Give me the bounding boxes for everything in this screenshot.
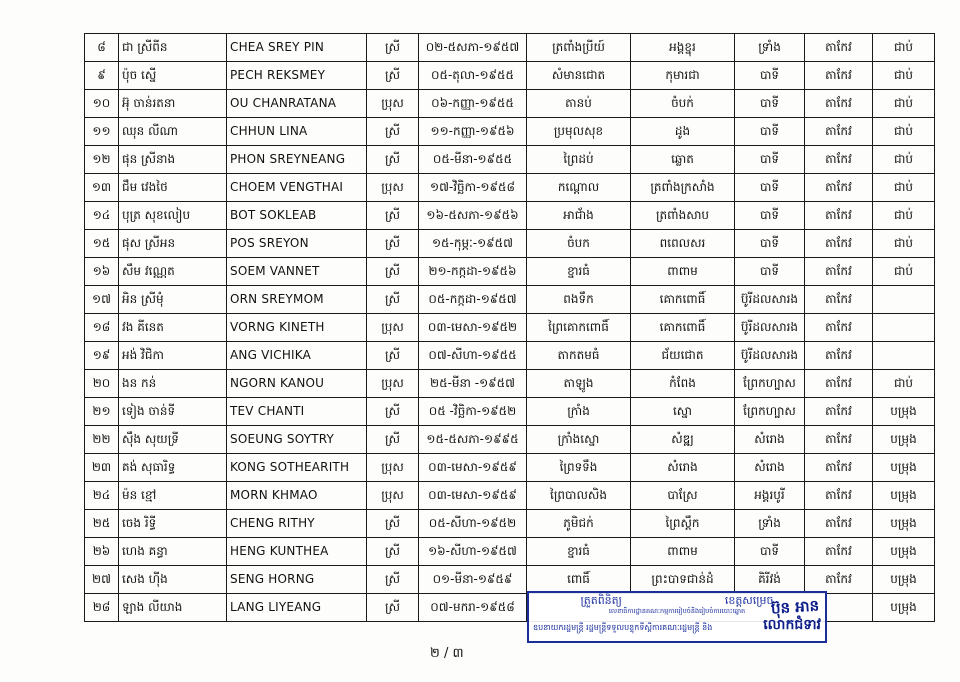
cell-sex: ប្រុស — [367, 482, 419, 510]
table-row — [85, 62, 935, 90]
cell-commune: ព្រៃស្តឹក — [631, 510, 735, 538]
cell-note: បម្រុង — [873, 538, 935, 566]
cell-district: ប៊ូរីដលសារង — [735, 286, 805, 314]
cell-sex: ស្រី — [367, 230, 419, 258]
table-row — [85, 34, 935, 62]
cell-sex: ស្រី — [367, 594, 419, 622]
cell-sex: ស្រី — [367, 258, 419, 286]
cell-sex: ស្រី — [367, 398, 419, 426]
cell-province: តាកែវ — [805, 258, 873, 286]
cell-name-latin: SENG HORNG — [227, 566, 367, 594]
table-row — [85, 258, 935, 286]
cell-commune: ត្រពាំងក្រសាំង — [631, 174, 735, 202]
cell-no: ២៣ — [85, 454, 119, 482]
cell-province: តាកែវ — [805, 314, 873, 342]
cell-dob: ១៦-៥សភា-១៩៥៦ — [419, 202, 527, 230]
cell-district: បាទី — [735, 146, 805, 174]
cell-dob: ០៣-មេសា-១៩៥៩ — [419, 454, 527, 482]
cell-note: ជាប់ — [873, 118, 935, 146]
cell-name-latin: CHHUN LINA — [227, 118, 367, 146]
cell-district: បាទី — [735, 202, 805, 230]
cell-no: ១៩ — [85, 342, 119, 370]
cell-dob: ១៥-៥សភា-១៩៩៥ — [419, 426, 527, 454]
cell-commune: ពពេលសរ — [631, 230, 735, 258]
cell-village: ចំបក — [527, 230, 631, 258]
cell-no: ២៧ — [85, 566, 119, 594]
cell-sex: ស្រី — [367, 426, 419, 454]
cell-commune: បាស្រែ — [631, 482, 735, 510]
cell-sex: ស្រី — [367, 202, 419, 230]
cell-village: ខ្នារធំ — [527, 538, 631, 566]
table-row — [85, 510, 935, 538]
cell-dob: ០៥-មីនា-១៩៥៥ — [419, 146, 527, 174]
cell-name-khmer: ចេង រិទ្ធី — [119, 510, 227, 538]
cell-no: ៨ — [85, 34, 119, 62]
cell-name-khmer: វង គីនេត — [119, 314, 227, 342]
cell-dob: ០៧-សីហា-១៩៥៥ — [419, 342, 527, 370]
cell-no: ១៥ — [85, 230, 119, 258]
table-row — [85, 230, 935, 258]
cell-note: ជាប់ — [873, 90, 935, 118]
cell-village: ព្រៃទទឹង — [527, 454, 631, 482]
cell-note: បម្រុង — [873, 426, 935, 454]
cell-commune: កំពែង — [631, 370, 735, 398]
cell-district: បាទី — [735, 538, 805, 566]
cell-sex: ប្រុស — [367, 370, 419, 398]
cell-name-khmer: អង់ វិជិកា — [119, 342, 227, 370]
stamp-footer-text: ឧបនាយករដ្ឋមន្ត្រី រដ្ឋមន្ត្រីទទួលបន្ទុកទីស្តីការគណៈរដ្ឋមន្ត្រី និង — [533, 623, 713, 633]
table-row — [85, 538, 935, 566]
cell-province: តាកែវ — [805, 370, 873, 398]
table-row — [85, 566, 935, 594]
cell-province: តាកែវ — [805, 146, 873, 174]
cell-village: ព្រៃគោកពោធិ៍ — [527, 314, 631, 342]
cell-no: ១២ — [85, 146, 119, 174]
cell-district: អង្គរបូរី — [735, 482, 805, 510]
cell-no: ២២ — [85, 426, 119, 454]
cell-no: ១៤ — [85, 202, 119, 230]
cell-name-khmer: ម៉ន ខ្មៅ — [119, 482, 227, 510]
cell-name-latin: MORN KHMAO — [227, 482, 367, 510]
cell-note — [873, 314, 935, 342]
cell-no: ១០ — [85, 90, 119, 118]
cell-name-latin: POS SREYON — [227, 230, 367, 258]
cell-note — [873, 286, 935, 314]
cell-name-khmer: ឡាង លីយាង — [119, 594, 227, 622]
roster-table-body — [85, 34, 935, 633]
table-row — [85, 118, 935, 146]
cell-name-latin: ORN SREYMOM — [227, 286, 367, 314]
cell-province: តាកែវ — [805, 426, 873, 454]
cell-sex: ស្រី — [367, 146, 419, 174]
roster-table — [84, 33, 935, 633]
cell-village: តាកតមធំ — [527, 342, 631, 370]
cell-sex: ប្រុស — [367, 90, 419, 118]
cell-dob: ០៥-តុលា-១៩៥៥ — [419, 62, 527, 90]
cell-district: បាទី — [735, 258, 805, 286]
cell-province: តាកែវ — [805, 174, 873, 202]
cell-name-latin: CHENG RITHY — [227, 510, 367, 538]
cell-name-latin: KONG SOTHEARITH — [227, 454, 367, 482]
cell-name-khmer: ហេង គន្ធា — [119, 538, 227, 566]
cell-no: ៩ — [85, 62, 119, 90]
approval-stamp-cell — [527, 594, 873, 633]
cell-note: បម្រុង — [873, 454, 935, 482]
cell-note — [873, 342, 935, 370]
cell-name-khmer: ជា ស្រីពីន — [119, 34, 227, 62]
cell-note: ជាប់ — [873, 230, 935, 258]
cell-name-latin: BOT SOKLEAB — [227, 202, 367, 230]
cell-name-latin: NGORN KANOU — [227, 370, 367, 398]
approval-stamp — [527, 591, 827, 643]
cell-commune: ស្នោ — [631, 398, 735, 426]
cell-district: បាទី — [735, 62, 805, 90]
cell-province: តាកែវ — [805, 202, 873, 230]
cell-name-khmer: ងន កន់ — [119, 370, 227, 398]
cell-dob: ០៥-កក្កដា-១៩៥៧ — [419, 286, 527, 314]
table-row — [85, 426, 935, 454]
cell-dob: ០១-មីនា-១៩៥៩ — [419, 566, 527, 594]
cell-note: ជាប់ — [873, 202, 935, 230]
table-row — [85, 146, 935, 174]
stamp-footer — [529, 616, 825, 633]
table-row — [85, 90, 935, 118]
cell-dob: ១១-កញ្ញា-១៩៥៦ — [419, 118, 527, 146]
cell-province: តាកែវ — [805, 398, 873, 426]
cell-note: ជាប់ — [873, 370, 935, 398]
cell-commune: ព្រះបាទជាន់ដំ — [631, 566, 735, 594]
cell-dob: ០៣-មេសា-១៩៥៩ — [419, 482, 527, 510]
cell-village: ក្រាំង — [527, 398, 631, 426]
cell-no: ២៤ — [85, 482, 119, 510]
stamp-signer-prefix: ប៊ុន អាន — [770, 596, 820, 618]
cell-province: តាកែវ — [805, 286, 873, 314]
cell-commune: សំឌ្ឍ — [631, 426, 735, 454]
cell-commune: ពាពាម — [631, 258, 735, 286]
cell-district: បាទី — [735, 118, 805, 146]
cell-village: តានប់ — [527, 90, 631, 118]
cell-name-latin: VORNG KINETH — [227, 314, 367, 342]
cell-sex: ប្រុស — [367, 314, 419, 342]
cell-name-khmer: គង់ សុធារិទ្ធ — [119, 454, 227, 482]
cell-village: ព្រៃបាលសិង — [527, 482, 631, 510]
cell-note: បម្រុង — [873, 566, 935, 594]
cell-sex: ស្រី — [367, 62, 419, 90]
cell-district: ប៊ូរីដលសារង — [735, 342, 805, 370]
cell-dob: ២៥-មីនា -១៩៥៧ — [419, 370, 527, 398]
cell-commune: ចំបក់ — [631, 90, 735, 118]
cell-no: ២៥ — [85, 510, 119, 538]
cell-province: តាកែវ — [805, 118, 873, 146]
cell-sex: ស្រី — [367, 342, 419, 370]
cell-province: តាកែវ — [805, 230, 873, 258]
cell-commune: កុមារជា — [631, 62, 735, 90]
cell-note: ជាប់ — [873, 62, 935, 90]
cell-name-latin: CHEA SREY PIN — [227, 34, 367, 62]
cell-name-latin: CHOEM VENGTHAI — [227, 174, 367, 202]
cell-commune: ពាពាម — [631, 538, 735, 566]
cell-no: ១១ — [85, 118, 119, 146]
cell-note: ជាប់ — [873, 174, 935, 202]
cell-village: សំមានជោត — [527, 62, 631, 90]
cell-province: តាកែវ — [805, 538, 873, 566]
cell-note: បម្រុង — [873, 594, 935, 622]
table-row — [85, 398, 935, 426]
cell-village: ពោធិ៍ — [527, 566, 631, 594]
cell-name-latin: PECH REKSMEY — [227, 62, 367, 90]
cell-name-latin: PHON SREYNEANG — [227, 146, 367, 174]
cell-name-khmer: ស៊ឹង សុយទ្រី — [119, 426, 227, 454]
cell-name-khmer: ផុន ស្រីនាង — [119, 146, 227, 174]
cell-name-khmer: ទៀង ចាន់ទី — [119, 398, 227, 426]
cell-dob: ១៦-សីហា-១៩៥៧ — [419, 538, 527, 566]
cell-village: កណ្តោល — [527, 174, 631, 202]
stamp-signer-name: លោកជំទាវ — [763, 616, 821, 633]
cell-sex: ស្រី — [367, 34, 419, 62]
cell-district: សំរោង — [735, 454, 805, 482]
table-row — [85, 202, 935, 230]
cell-name-khmer: ប៉ុច ស្នើ — [119, 62, 227, 90]
cell-sex: ស្រី — [367, 118, 419, 146]
cell-province: តាកែវ — [805, 454, 873, 482]
table-row — [85, 370, 935, 398]
cell-commune: ឆ្លោត — [631, 146, 735, 174]
table-row — [85, 454, 935, 482]
stamp-subtitle: លេខាធិការដ្ឋានគណៈកម្មការរៀបចំនិងរៀបចំការបោះឆ្នោត — [608, 607, 746, 616]
cell-commune: អង្គខ្នុរ — [631, 34, 735, 62]
cell-name-khmer: សឹម វណ្ណេត — [119, 258, 227, 286]
cell-no: ១៦ — [85, 258, 119, 286]
cell-district: សំរោង — [735, 426, 805, 454]
table-row — [85, 174, 935, 202]
cell-commune: ដូង — [631, 118, 735, 146]
cell-commune: សំរោង — [631, 454, 735, 482]
cell-district: ទ្រាំង — [735, 34, 805, 62]
cell-dob: ១៥-កុម្ភៈ-១៩៥៧ — [419, 230, 527, 258]
cell-province: តាកែវ — [805, 90, 873, 118]
cell-name-khmer: អិន ស្រីមុំ — [119, 286, 227, 314]
cell-province: តាកែវ — [805, 342, 873, 370]
cell-village: ពងទឹក — [527, 286, 631, 314]
cell-name-latin: SOEUNG SOYTRY — [227, 426, 367, 454]
cell-district: ប៊ូរីដលសារង — [735, 314, 805, 342]
cell-name-latin: OU CHANRATANA — [227, 90, 367, 118]
cell-village: តាឡូង — [527, 370, 631, 398]
cell-name-latin: LANG LIYEANG — [227, 594, 367, 622]
table-row — [85, 482, 935, 510]
cell-dob: ០៧-មករា-១៩៥៨ — [419, 594, 527, 622]
cell-province: តាកែវ — [805, 34, 873, 62]
cell-sex: ស្រី — [367, 510, 419, 538]
table-row — [85, 342, 935, 370]
cell-village: ត្រពាំងប្រីយ៍ — [527, 34, 631, 62]
cell-name-khmer: បុត្រ សុខលៀប — [119, 202, 227, 230]
cell-commune: ត្រពាំងសាប — [631, 202, 735, 230]
cell-no: ២៦ — [85, 538, 119, 566]
cell-province: តាកែវ — [805, 62, 873, 90]
cell-village: ប្រមុលសុខ — [527, 118, 631, 146]
cell-no: ២១ — [85, 398, 119, 426]
cell-no: ២៨ — [85, 594, 119, 622]
roster-table-container — [84, 33, 917, 633]
cell-sex: ស្រី — [367, 566, 419, 594]
cell-district: បាទី — [735, 174, 805, 202]
stamp-title-left: ត្រួតពិនិត្យ — [580, 594, 622, 607]
cell-dob: ០២-៥សភា-១៩៥៧ — [419, 34, 527, 62]
cell-village: ខ្នារធំ — [527, 258, 631, 286]
cell-note: បម្រុង — [873, 482, 935, 510]
cell-district: ទ្រាំង — [735, 510, 805, 538]
cell-province: តាកែវ — [805, 566, 873, 594]
cell-province: តាកែវ — [805, 510, 873, 538]
cell-name-khmer: ជឹម វេងថៃ — [119, 174, 227, 202]
cell-village: ព្រៃដប់ — [527, 146, 631, 174]
cell-dob: ០៣-មេសា-១៩៥២ — [419, 314, 527, 342]
cell-dob: ០៥-សីហា-១៩៥២ — [419, 510, 527, 538]
cell-commune: ជ័យជោត — [631, 342, 735, 370]
cell-name-latin: ANG VICHIKA — [227, 342, 367, 370]
cell-district: ព្រែកហ្បាស — [735, 370, 805, 398]
cell-dob: ២១-កក្កដា-១៩៥៦ — [419, 258, 527, 286]
stamp-title-right: ខេត្តសម្រេច — [724, 594, 774, 607]
cell-commune: គោកពោធិ៍ — [631, 286, 735, 314]
table-row — [85, 314, 935, 342]
cell-name-latin: TEV CHANTI — [227, 398, 367, 426]
cell-note: ជាប់ — [873, 258, 935, 286]
cell-province: តាកែវ — [805, 482, 873, 510]
cell-name-latin: SOEM VANNET — [227, 258, 367, 286]
cell-commune: គោកពោធិ៍ — [631, 314, 735, 342]
cell-note: ជាប់ — [873, 34, 935, 62]
cell-name-latin: HENG KUNTHEA — [227, 538, 367, 566]
cell-no: ១៣ — [85, 174, 119, 202]
cell-sex: ប្រុស — [367, 174, 419, 202]
cell-note: បម្រុង — [873, 510, 935, 538]
cell-sex: ស្រី — [367, 286, 419, 314]
cell-name-khmer: ឈុន លីណា — [119, 118, 227, 146]
cell-village: ភូមិជក់ — [527, 510, 631, 538]
cell-note: បម្រុង — [873, 398, 935, 426]
table-row — [85, 286, 935, 314]
cell-district: គិរីវង់ — [735, 566, 805, 594]
cell-village: អាជ័ាង — [527, 202, 631, 230]
cell-no: ១៨ — [85, 314, 119, 342]
cell-district: បាទី — [735, 230, 805, 258]
page-number: ២ / ៣ — [430, 646, 464, 661]
cell-sex: ស្រី — [367, 538, 419, 566]
table-row — [85, 594, 935, 622]
cell-sex: ប្រុស — [367, 454, 419, 482]
cell-district: បាទី — [735, 90, 805, 118]
cell-dob: ០៥ -វិច្ឆិកា-១៩៥២ — [419, 398, 527, 426]
cell-no: ២០ — [85, 370, 119, 398]
cell-name-khmer: ផុស ស្រីអន — [119, 230, 227, 258]
cell-district: ព្រែកហ្បាស — [735, 398, 805, 426]
cell-dob: ១៧-វិច្ឆិកា-១៩៥៨ — [419, 174, 527, 202]
cell-name-khmer: អ៊ុ ចាន់រតនា — [119, 90, 227, 118]
cell-no: ១៧ — [85, 286, 119, 314]
cell-village: ក្រាំងស្នោ — [527, 426, 631, 454]
cell-dob: ០៦-កញ្ញា-១៩៥៥ — [419, 90, 527, 118]
cell-note: ជាប់ — [873, 146, 935, 174]
cell-name-khmer: សេង ហ៊ីង — [119, 566, 227, 594]
